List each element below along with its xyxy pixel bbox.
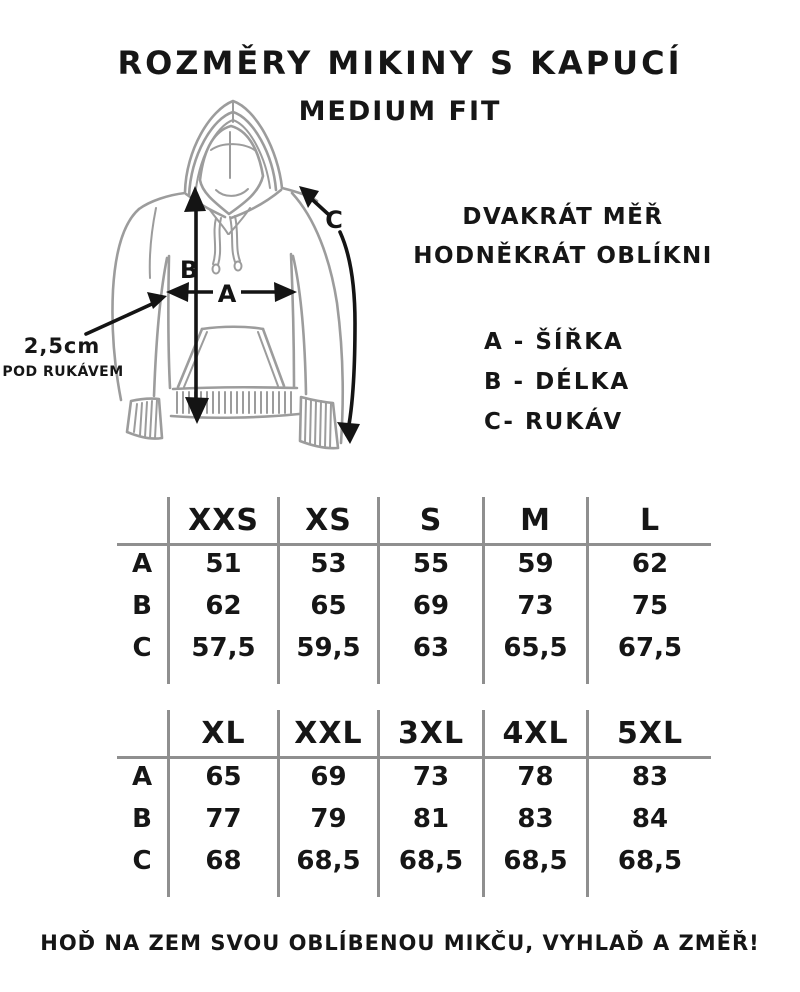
size-value: 69 [377, 585, 482, 627]
arrow-label-a [213, 280, 241, 308]
size-header: L [586, 497, 711, 543]
table-row [117, 543, 711, 585]
size-value: 77 [167, 798, 277, 840]
size-value: 63 [377, 627, 482, 669]
left-cuff [127, 399, 162, 439]
table-corner [117, 710, 167, 756]
table-tail [117, 882, 711, 897]
size-header: XXS [167, 497, 277, 543]
table-row [117, 627, 711, 669]
size-value: 59,5 [277, 627, 377, 669]
size-value: 81 [377, 798, 482, 840]
size-header: XL [167, 710, 277, 756]
table-corner [117, 497, 167, 543]
size-value: 59 [482, 543, 586, 585]
size-header: 3XL [377, 710, 482, 756]
table-row [117, 798, 711, 840]
note-pointer-arrow [86, 292, 167, 334]
table-header-rule [117, 543, 711, 546]
size-value: 83 [586, 756, 711, 798]
legend-item-c: C- RUKÁV [484, 409, 624, 435]
size-value: 73 [377, 756, 482, 798]
slogan [396, 198, 730, 276]
size-header: 5XL [586, 710, 711, 756]
svg-text:C: C [325, 206, 343, 234]
size-value: 69 [277, 756, 377, 798]
size-table-large [117, 710, 711, 897]
arrow-label-c [325, 206, 343, 234]
page-subtitle: MEDIUM FIT [298, 96, 502, 127]
size-value: 68,5 [277, 840, 377, 882]
legend-item-a: A - ŠÍŘKA [484, 329, 624, 355]
row-label: C [132, 633, 152, 663]
size-value: 65 [277, 585, 377, 627]
size-value: 68,5 [482, 840, 586, 882]
size-value: 65 [167, 756, 277, 798]
size-value: 65,5 [482, 627, 586, 669]
table-header-row [117, 710, 711, 756]
slogan-line-1: DVAKRÁT MĚŘ [462, 204, 664, 230]
footer-note: HOĎ NA ZEM SVOU OBLÍBENOU MIKČU, VYHLAĎ A ZMĚŘ! [40, 931, 760, 955]
svg-text:A: A [217, 280, 237, 308]
size-header: 4XL [482, 710, 586, 756]
size-header: S [377, 497, 482, 543]
measure-legend [484, 322, 630, 442]
kangaroo-pocket [178, 327, 284, 387]
size-value: 57,5 [167, 627, 277, 669]
size-value: 73 [482, 585, 586, 627]
size-value: 83 [482, 798, 586, 840]
size-value: 67,5 [586, 627, 711, 669]
size-value: 62 [586, 543, 711, 585]
page-title: ROZMĚRY MIKINY S KAPUCÍ [117, 44, 683, 82]
size-value: 68,5 [377, 840, 482, 882]
size-value: 51 [167, 543, 277, 585]
size-value: 55 [377, 543, 482, 585]
table-tail [117, 669, 711, 684]
arrow-label-b [180, 256, 198, 284]
row-label: C [132, 846, 152, 876]
size-value: 68 [167, 840, 277, 882]
size-value: 79 [277, 798, 377, 840]
size-table-small [117, 497, 711, 684]
table-row [117, 756, 711, 798]
drawstrings [213, 216, 242, 274]
size-value: 75 [586, 585, 711, 627]
row-label: B [132, 804, 152, 834]
table-header-rule [117, 756, 711, 759]
size-header: XS [277, 497, 377, 543]
slogan-line-2: HODNĚKRÁT OBLÍKNI [413, 243, 713, 269]
row-label: A [131, 549, 153, 579]
right-cuff [300, 397, 338, 448]
size-value: 78 [482, 756, 586, 798]
svg-text:B: B [179, 256, 199, 284]
table-row [117, 840, 711, 882]
row-label: A [131, 762, 153, 792]
table-header-row [117, 497, 711, 543]
hoodie-illustration [10, 88, 370, 460]
row-label: B [132, 591, 152, 621]
table-row [117, 585, 711, 627]
size-header: M [482, 497, 586, 543]
size-header: XXL [277, 710, 377, 756]
hood-outline [185, 101, 282, 234]
size-value: 84 [586, 798, 711, 840]
note-value: 2,5cm [23, 334, 101, 358]
legend-item-b: B - DÉLKA [484, 369, 631, 395]
note-label: POD RUKÁVEM [2, 364, 124, 380]
size-value: 62 [167, 585, 277, 627]
size-value: 68,5 [586, 840, 711, 882]
size-value: 53 [277, 543, 377, 585]
